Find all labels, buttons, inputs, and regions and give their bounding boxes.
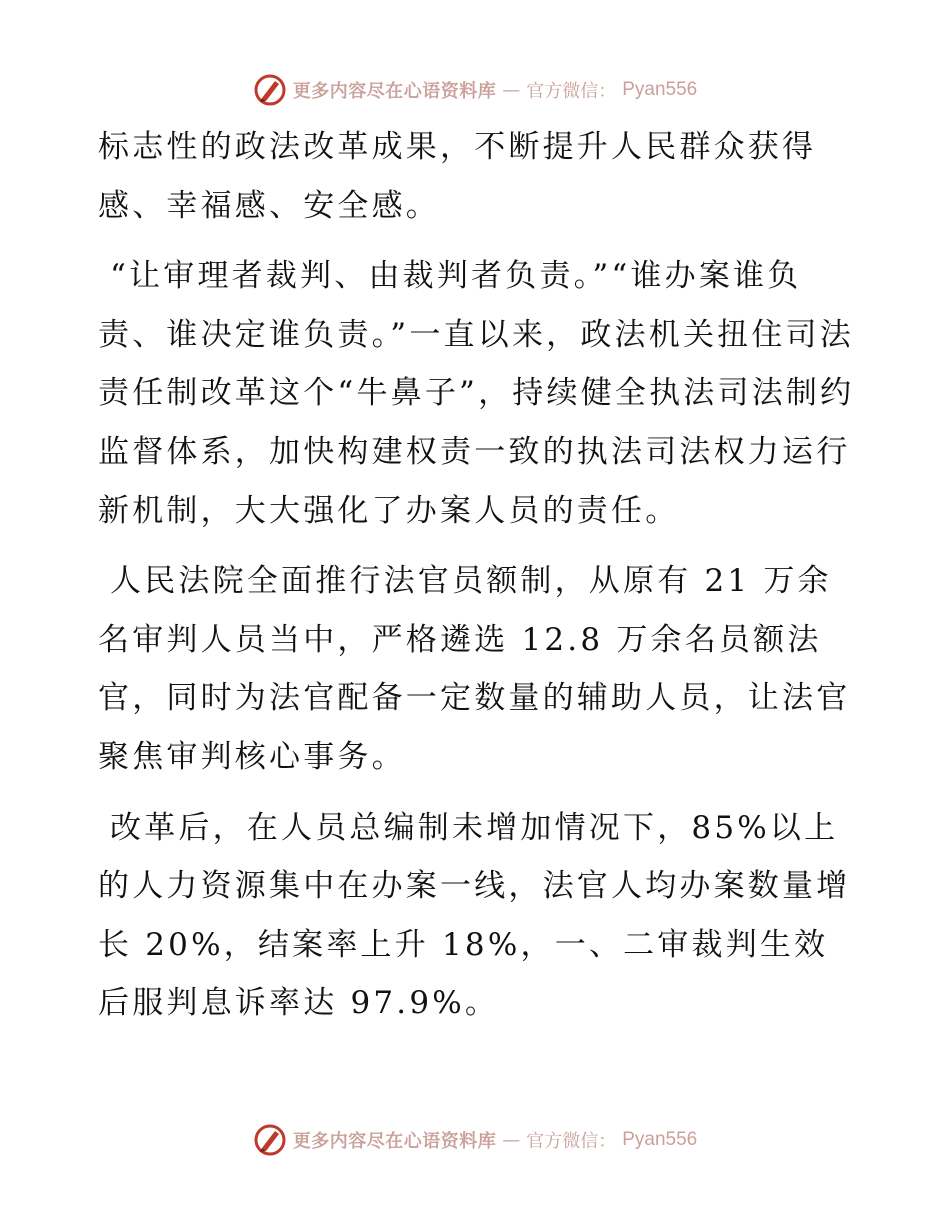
- watermark-official: 官方微信：: [526, 81, 617, 102]
- watermark-header: [0, 70, 950, 110]
- document-body: [98, 118, 858, 1033]
- paragraph-2: “让审理者裁判、由裁判者负责。”“谁办案谁负责、谁决定谁负责。”一直以来，政法机关扭住司法责任制改革这个“牛鼻子”，持续健全执法司法制约监督体系，加快构建权责一致的执法司法权力运行新机制，大大强化了办案人员的责任。: [98, 258, 855, 529]
- paragraph-4: 改革后，在人员总编制未增加情况下，85%以上的人力资源集中在办案一线，法官人均办案数量增长 20%，结案率上升 18%，一、二审裁判生效后服判息诉率达 97.9%。: [98, 809, 851, 1022]
- paragraph-3: 人民法院全面推行法官员额制，从原有 21 万余名审判人员当中，严格遴选 12.8 万余名员额法官，同时为法官配备一定数量的辅助人员，让法官聚焦审判核心事务。: [98, 563, 851, 775]
- watermark-id: Pyan556: [622, 79, 698, 100]
- pen-logo-icon: [253, 1123, 287, 1157]
- pen-logo-icon: [253, 73, 287, 107]
- watermark-official: 官方微信：: [526, 1131, 617, 1152]
- watermark-brand: 更多内容尽在心语资料库: [292, 1131, 497, 1152]
- watermark-brand: 更多内容尽在心语资料库: [292, 81, 497, 102]
- paragraph-1: 标志性的政法改革成果，不断提升人民群众获得感、幸福感、安全感。: [98, 129, 817, 224]
- watermark-id: Pyan556: [622, 1129, 698, 1150]
- watermark-footer: [0, 1120, 950, 1160]
- watermark-dash: —: [502, 79, 521, 101]
- watermark-dash: —: [502, 1129, 521, 1151]
